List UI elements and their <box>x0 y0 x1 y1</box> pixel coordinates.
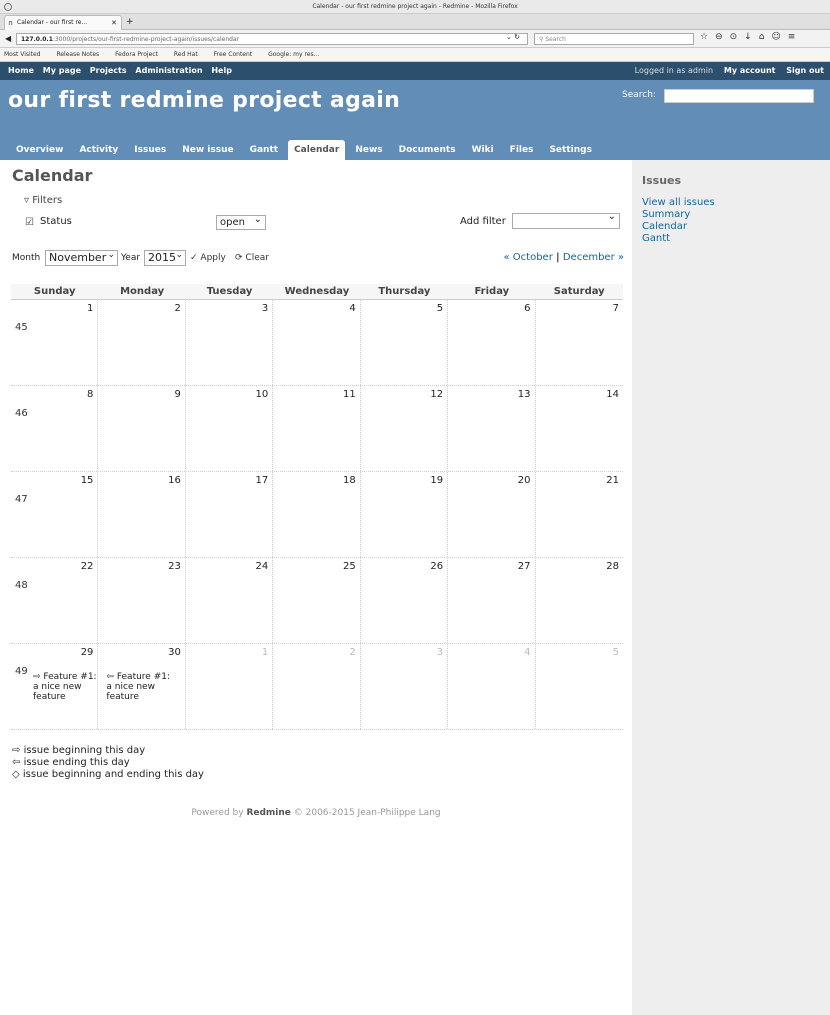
bookmark-item[interactable]: Fedora Project <box>115 51 158 58</box>
calendar-day <box>361 644 448 729</box>
tab-bar <box>0 14 830 30</box>
calendar-day <box>186 472 273 557</box>
month-navigation <box>503 252 624 263</box>
url-host: 127.0.0.1 <box>21 36 53 43</box>
day-header: Wednesday <box>273 284 360 299</box>
clear-label: Clear <box>245 253 269 263</box>
day-number: 5 <box>436 303 444 314</box>
year-label: Year <box>121 253 141 263</box>
add-filter-select[interactable] <box>512 213 620 229</box>
calendar-day <box>536 386 623 471</box>
day-number: 14 <box>606 389 619 400</box>
issue-end-arrow-icon: ⇦ <box>106 672 117 682</box>
calendar-day <box>273 300 360 385</box>
search-icon: ⚲ <box>539 36 546 43</box>
day-number: 28 <box>606 561 619 572</box>
day-header: Sunday <box>11 284 98 299</box>
day-number: 29 <box>80 647 94 658</box>
calendar-week <box>11 472 623 558</box>
day-number: 2 <box>174 303 181 314</box>
tab-close-icon[interactable]: ✕ <box>111 19 117 27</box>
search-placeholder: Search <box>545 36 566 43</box>
calendar-day <box>273 644 360 729</box>
quick-search-input[interactable] <box>664 89 814 103</box>
sidebar-link-calendar[interactable]: Calendar <box>642 221 687 232</box>
url-bar[interactable] <box>16 33 528 45</box>
sidebar <box>632 160 830 1015</box>
toolbar-icons[interactable]: ☆⊖⊙↓⌂☺≡ <box>700 32 803 42</box>
calendar-day <box>448 558 535 643</box>
day-number: 5 <box>612 647 619 658</box>
url-dropdown-icon[interactable]: ⌄ ↻ <box>506 33 520 41</box>
day-header: Friday <box>448 284 535 299</box>
favicon-icon: ∩ <box>8 19 14 27</box>
day-number: 21 <box>606 475 619 486</box>
day-number: 1 <box>261 647 269 658</box>
calendar-day <box>98 472 185 557</box>
window-menu-icon[interactable] <box>4 3 12 11</box>
calendar-day <box>448 472 535 557</box>
calendar-week <box>11 558 623 644</box>
calendar-header <box>11 284 623 300</box>
start-arrow-icon: ⇨ <box>12 745 24 756</box>
legend-beginning <box>12 745 204 757</box>
calendar-day <box>273 386 360 471</box>
legend-both <box>12 769 204 781</box>
tab-activity[interactable]: Activity <box>79 145 119 155</box>
calendar-day <box>361 472 448 557</box>
bookmark-item[interactable]: Free Content <box>213 51 253 58</box>
header <box>0 80 830 160</box>
calendar-day <box>536 558 623 643</box>
top-menu <box>0 62 830 80</box>
week-number: 49 <box>15 666 28 677</box>
calendar-day <box>361 300 448 385</box>
day-number: 9 <box>174 389 181 400</box>
day-number: 13 <box>517 389 531 400</box>
day-number: 30 <box>168 647 181 658</box>
calendar-day <box>273 472 360 557</box>
calendar-grid <box>11 284 623 730</box>
day-number: 22 <box>80 561 94 572</box>
day-number: 2 <box>349 647 356 658</box>
day-number: 27 <box>517 561 531 572</box>
day-number: 8 <box>87 389 94 400</box>
top-menu-administration[interactable]: Administration <box>135 66 203 75</box>
day-number: 19 <box>430 475 444 486</box>
expand-arrow-icon: ▿ <box>24 195 33 206</box>
day-number: 20 <box>517 475 531 486</box>
day-header: Saturday <box>536 284 623 299</box>
calendar-day <box>536 644 623 729</box>
day-number: 4 <box>349 303 356 314</box>
add-filter-label: Add filter <box>460 216 506 227</box>
navigation-bar <box>0 30 830 48</box>
search-label: Search: <box>622 90 656 100</box>
day-number: 10 <box>255 389 269 400</box>
calendar-legend <box>12 745 204 781</box>
sidebar-link-gantt[interactable]: Gantt <box>642 233 671 244</box>
filters-label: Filters <box>32 195 63 206</box>
sidebar-link-view-all-issues[interactable]: View all issues <box>642 197 715 208</box>
issue-link[interactable]: Feature #1: a nice new feature <box>33 672 97 702</box>
apply-label: Apply <box>200 253 226 263</box>
top-menu-projects[interactable]: Projects <box>89 66 127 75</box>
sign-out-link[interactable]: Sign out <box>786 66 824 75</box>
day-number: 18 <box>342 475 356 486</box>
week-number: 48 <box>15 580 28 591</box>
sidebar-link-summary[interactable]: Summary <box>642 209 691 220</box>
calendar-day <box>448 386 535 471</box>
week-number: 46 <box>15 408 28 419</box>
top-menu-home[interactable]: Home <box>8 66 34 75</box>
logged-in-as: Logged in as admin <box>634 66 714 75</box>
back-icon[interactable]: ◀ <box>5 34 12 43</box>
footer <box>0 808 632 818</box>
clear-button[interactable] <box>235 253 269 263</box>
diamond-icon: ◇ <box>12 769 23 780</box>
legend-beginning-text: issue beginning this day <box>23 745 146 756</box>
powered-by: Powered by <box>191 808 244 818</box>
day-number: 7 <box>612 303 619 314</box>
status-checkbox[interactable]: ☑ <box>25 217 34 228</box>
calendar-issue[interactable] <box>33 672 97 702</box>
tab-issues[interactable]: Issues <box>134 145 167 155</box>
week-number: 47 <box>15 494 28 505</box>
calendar-day <box>11 558 98 643</box>
tab-documents[interactable]: Documents <box>398 145 456 155</box>
tab-new-issue[interactable]: New issue <box>182 145 234 155</box>
calendar-day <box>98 558 185 643</box>
calendar-day <box>186 386 273 471</box>
redmine-link[interactable]: Redmine <box>246 808 291 818</box>
tab-overview[interactable]: Overview <box>16 145 64 155</box>
top-menu-my-page[interactable]: My page <box>42 66 81 75</box>
day-number: 11 <box>342 389 356 400</box>
tab-gantt[interactable]: Gantt <box>249 145 279 155</box>
calendar-day <box>98 300 185 385</box>
bookmarks-toolbar <box>0 48 830 62</box>
day-number: 25 <box>342 561 356 572</box>
calendar-day <box>186 558 273 643</box>
page-title: Calendar <box>12 166 93 185</box>
bookmark-item[interactable]: Red Hat <box>173 51 198 58</box>
project-title[interactable]: our first redmine project again <box>8 88 401 113</box>
day-number: 23 <box>168 561 181 572</box>
main-content <box>0 160 632 1015</box>
tab-files[interactable]: Files <box>509 145 534 155</box>
day-number: 26 <box>430 561 444 572</box>
new-tab-icon[interactable]: + <box>126 17 134 27</box>
month-label: Month <box>12 253 41 263</box>
status-label: Status <box>40 216 72 227</box>
apply-button[interactable] <box>190 253 226 263</box>
day-number: 3 <box>261 303 269 314</box>
month-select[interactable]: November ⌄ <box>45 250 118 266</box>
legend-ending-text: issue ending this day <box>23 757 130 768</box>
nav-separator: | <box>556 252 560 263</box>
day-number: 4 <box>524 647 531 658</box>
day-number: 3 <box>436 647 444 658</box>
day-number: 24 <box>255 561 269 572</box>
day-header: Monday <box>98 284 185 299</box>
tab-wiki[interactable]: Wiki <box>471 145 494 155</box>
calendar-week <box>11 386 623 472</box>
year-select[interactable]: 2015 ⌄ <box>144 250 186 266</box>
filters-toggle[interactable] <box>24 195 62 206</box>
legend-ending <box>12 757 204 769</box>
calendar-week <box>11 644 623 730</box>
calendar-day <box>98 644 185 729</box>
calendar-day <box>186 300 273 385</box>
reload-icon: ⟳ <box>235 253 246 263</box>
day-number: 6 <box>524 303 531 314</box>
bookmark-item[interactable]: Most Visited <box>4 51 41 58</box>
top-menu-help[interactable]: Help <box>211 66 232 75</box>
window-title: Calendar - our first redmine project again - Redmine - Mozilla Firefox <box>312 3 518 10</box>
calendar-day <box>361 386 448 471</box>
end-arrow-icon: ⇦ <box>12 757 24 768</box>
calendar-day <box>361 558 448 643</box>
day-header: Thursday <box>361 284 448 299</box>
checkmark-icon: ✓ <box>190 253 201 263</box>
browser-search-input[interactable] <box>534 33 694 45</box>
tab-settings[interactable]: Settings <box>549 145 592 155</box>
calendar-day <box>11 386 98 471</box>
tab-calendar[interactable]: Calendar <box>288 140 345 160</box>
browser-tab[interactable] <box>4 15 122 30</box>
tab-title: Calendar - our first re... <box>17 19 88 26</box>
day-number: 15 <box>80 475 94 486</box>
calendar-day <box>448 300 535 385</box>
tab-news[interactable]: News <box>355 145 383 155</box>
calendar-day <box>448 644 535 729</box>
calendar-day <box>186 644 273 729</box>
main-menu <box>10 140 602 160</box>
day-number: 1 <box>87 303 94 314</box>
day-header: Tuesday <box>186 284 273 299</box>
bookmark-item[interactable]: Google: my res... <box>268 51 320 58</box>
my-account-link[interactable]: My account <box>723 66 776 75</box>
issue-link[interactable]: Feature #1: a nice new feature <box>106 672 170 702</box>
sidebar-title: Issues <box>642 174 682 187</box>
prev-month-link[interactable]: « October <box>503 252 553 263</box>
next-month-link[interactable]: December » <box>562 252 624 263</box>
calendar-issue[interactable] <box>106 672 170 702</box>
calendar-day <box>98 386 185 471</box>
day-number: 12 <box>430 389 444 400</box>
week-number: 45 <box>15 322 28 333</box>
calendar-day <box>536 300 623 385</box>
day-number: 16 <box>168 475 181 486</box>
status-operator-select[interactable]: open ⌄ <box>216 215 266 230</box>
window-titlebar <box>0 0 830 14</box>
issue-start-arrow-icon: ⇨ <box>33 672 44 682</box>
calendar-day <box>11 300 98 385</box>
calendar-day <box>273 558 360 643</box>
day-number: 17 <box>255 475 269 486</box>
bookmark-item[interactable]: Release Notes <box>56 51 100 58</box>
calendar-day <box>11 644 98 729</box>
url-path: :3000/projects/our-first-redmine-project-again/issues/calendar <box>52 36 240 43</box>
calendar-day <box>11 472 98 557</box>
calendar-day <box>536 472 623 557</box>
calendar-week <box>11 300 623 386</box>
copyright: © 2006-2015 Jean-Philippe Lang <box>293 808 441 818</box>
legend-both-text: issue beginning and ending this day <box>22 769 204 780</box>
